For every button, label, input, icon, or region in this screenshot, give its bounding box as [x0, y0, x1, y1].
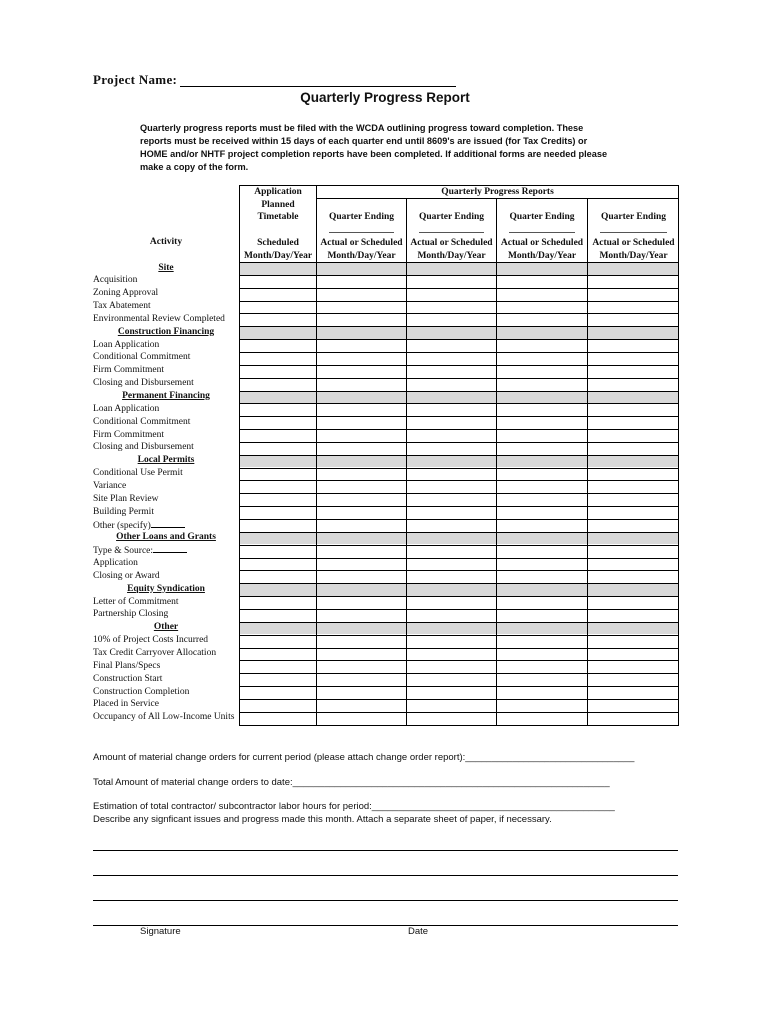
activity-row-label	[93, 557, 239, 570]
qpr-header: Quarterly Progress Reports	[441, 187, 554, 197]
section-heading	[93, 583, 239, 596]
grid-row-line	[239, 455, 679, 456]
activity-row-label	[93, 480, 239, 493]
app-header-line3: Timetable	[257, 212, 299, 222]
quarter-date-blank[interactable]	[509, 232, 575, 233]
activity-column-label: Activity	[149, 237, 183, 247]
activity-row-label	[93, 287, 239, 300]
issues-line-2[interactable]	[93, 875, 678, 876]
activity-row-text: Conditional Commitment	[93, 352, 191, 363]
activity-row-label	[93, 351, 239, 364]
activity-row-label	[93, 506, 239, 519]
activity-row-text: Building Permit	[93, 506, 154, 517]
activity-row-label	[93, 673, 239, 686]
section-shade	[240, 327, 678, 339]
activity-row-text: Zoning Approval	[93, 288, 159, 299]
activity-row-text: Type & Source:	[93, 546, 154, 557]
grid-row-line	[239, 403, 679, 404]
grid-row-line	[239, 429, 679, 430]
app-header-line1: Application	[254, 187, 302, 197]
activity-row-label	[93, 570, 239, 583]
grid-column-line	[406, 198, 407, 726]
section-heading	[93, 621, 239, 634]
activity-row-label	[93, 429, 239, 442]
activity-row-label	[93, 596, 239, 609]
activity-row-text: Other	[153, 622, 179, 633]
grid-row-line	[239, 262, 679, 263]
activity-row-text: Other Loans and Grants	[116, 532, 216, 543]
activity-row-text: Tax Abatement	[93, 301, 151, 312]
grid-row-line	[239, 365, 679, 366]
activity-row-label	[93, 660, 239, 673]
activity-row-label	[93, 608, 239, 621]
activity-row-text: Site	[158, 262, 174, 273]
section-heading	[93, 390, 239, 403]
quarter-subheader	[495, 237, 589, 262]
actual-or-scheduled-label: Actual or Scheduled	[410, 238, 493, 248]
section-shade	[240, 584, 678, 596]
grid-row-line	[239, 635, 679, 636]
activity-row-text: Construction Financing	[117, 326, 215, 337]
activity-row-label	[93, 339, 239, 352]
quarter-date-blank[interactable]	[329, 232, 394, 233]
quarter-subheader	[586, 237, 681, 262]
grid-column-line	[316, 185, 317, 726]
grid-row-line	[239, 673, 679, 674]
activity-row-label	[93, 519, 239, 532]
grid-row-line	[239, 442, 679, 443]
activity-row-text: Other (specify)	[93, 520, 151, 531]
quarter-date-blank[interactable]	[600, 232, 667, 233]
activity-row-text: Variance	[93, 480, 127, 491]
issues-line-1[interactable]	[93, 850, 678, 851]
grid-row-line	[239, 493, 679, 494]
grid-row-line	[239, 326, 679, 327]
grid-row-line	[239, 416, 679, 417]
project-name-label: Project Name:	[93, 72, 178, 87]
month-day-year-label: Month/Day/Year	[327, 250, 396, 261]
activity-row-text: Conditional Use Permit	[93, 468, 183, 479]
activity-row-text: 10% of Project Costs Incurred	[93, 635, 209, 646]
activity-row-text: Closing and Disbursement	[93, 442, 194, 453]
actual-or-scheduled-label: Actual or Scheduled	[500, 238, 584, 248]
grid-row-line	[239, 313, 679, 314]
activity-row-text: Closing or Award	[93, 570, 160, 581]
section-shade	[240, 391, 678, 403]
describe-issues: Describe any signficant issues and progress made this month. Attach a separate sheet of paper, if necessary.	[93, 814, 552, 825]
grid-row-line	[239, 545, 679, 546]
grid-row-line	[239, 712, 679, 713]
grid-row-line	[239, 391, 679, 392]
activity-row-text: Firm Commitment	[93, 365, 164, 376]
material-change-total: Total Amount of material change orders to date:____________________________________________________________	[93, 777, 610, 788]
month-day-year-label: Month/Day/Year	[507, 250, 577, 261]
grid-row-line	[239, 519, 679, 520]
grid-row-line	[239, 275, 679, 276]
activity-row-text: Construction Start	[93, 673, 163, 684]
activity-row-text: Firm Commitment	[93, 429, 164, 440]
section-shade	[240, 263, 678, 275]
grid-row-line	[239, 468, 679, 469]
activity-row-text: Permanent Financing	[122, 391, 210, 401]
activity-row-label	[93, 647, 239, 660]
activity-row-text: Site Plan Review	[93, 493, 159, 504]
page-title-text: Quarterly Progress Report	[300, 90, 470, 105]
activity-row-text: Loan Application	[93, 403, 160, 414]
grid-column-line	[587, 198, 588, 726]
month-day-year-label: Month/Day/Year	[599, 250, 668, 261]
app-subheader-line1: Scheduled	[257, 238, 299, 248]
material-change-current: Amount of material change orders for current period (please attach change order report):________________________________	[93, 752, 635, 763]
issues-line-3[interactable]	[93, 900, 678, 901]
signature-label: Signature	[140, 926, 181, 937]
activity-row-text: Occupancy of All Low-Income Units	[93, 712, 235, 723]
grid-row-line	[239, 725, 679, 726]
project-name-field[interactable]	[180, 86, 456, 87]
quarter-ending-label: Quarter Ending	[418, 212, 484, 222]
activity-row-text: Equity Syndication	[127, 583, 205, 594]
app-subheader-line2: Month/Day/Year	[243, 250, 313, 261]
grid-row-line	[239, 506, 679, 507]
app-subheader	[240, 237, 316, 262]
grid-row-line	[239, 648, 679, 649]
activity-row-label	[93, 441, 239, 454]
app-header-line2: Planned	[261, 199, 295, 210]
instructions-paragraph: Quarterly progress reports must be filed with the WCDA outlining progress toward completion. These reports must be received within 15 days of each quarter end until 8609's are issued (for Tax Credits) or HOME and/or NHTF project completion reports have been completed. If additional forms are needed please make a copy of the form.	[140, 123, 608, 172]
section-heading	[93, 262, 239, 275]
section-shade	[240, 532, 678, 544]
activity-row-text: Acquisition	[93, 275, 138, 286]
activity-row-text: Partnership Closing	[93, 609, 169, 620]
activity-row-label	[93, 544, 239, 557]
activity-row-text: Loan Application	[93, 339, 160, 350]
activity-row-label	[93, 364, 239, 377]
grid-row-line	[239, 596, 679, 597]
activity-row-label	[93, 377, 239, 390]
section-heading	[93, 531, 239, 544]
activity-row-text: Placed in Service	[93, 699, 159, 710]
grid-row-line	[239, 660, 679, 661]
grid-row-line	[239, 699, 679, 700]
grid-row-line	[239, 570, 679, 571]
section-shade	[240, 455, 678, 467]
grid-row-line	[239, 339, 679, 340]
labor-hours: Estimation of total contractor/ subcontractor labor hours for period:______________________________________________	[93, 801, 615, 812]
quarter-subheader	[405, 237, 498, 262]
grid-row-line	[239, 558, 679, 559]
actual-or-scheduled-label: Actual or Scheduled	[320, 238, 403, 248]
activity-row-label	[93, 300, 239, 313]
activity-row-label	[93, 493, 239, 506]
section-shade	[240, 622, 678, 634]
activity-row-label	[93, 634, 239, 647]
section-heading	[93, 454, 239, 467]
grid-row-line	[239, 532, 679, 533]
page-title	[0, 90, 770, 105]
grid-column-line	[496, 198, 497, 726]
activity-row-text: Letter of Commitment	[93, 596, 179, 607]
activity-row-text: Local Permits	[137, 455, 195, 466]
date-label: Date	[408, 926, 429, 937]
activity-row-label	[93, 711, 239, 724]
actual-or-scheduled-label: Actual or Scheduled	[592, 238, 675, 248]
activity-row-label	[93, 686, 239, 699]
grid-row-line	[239, 583, 679, 584]
quarter-ending-label: Quarter Ending	[328, 212, 394, 222]
grid-row-line	[239, 686, 679, 687]
activity-row-label	[93, 403, 239, 416]
grid-row-line	[239, 378, 679, 379]
signature-line[interactable]	[93, 925, 678, 926]
activity-row-label	[93, 313, 239, 326]
activity-row-text: Construction Completion	[93, 686, 190, 697]
month-day-year-label: Month/Day/Year	[417, 250, 486, 261]
activity-row-text: Application	[93, 558, 138, 569]
quarter-ending-label: Quarter Ending	[509, 212, 575, 222]
activity-row-text: Final Plans/Specs	[93, 660, 161, 671]
activity-row-label	[93, 467, 239, 480]
grid-row-line	[239, 609, 679, 610]
activity-row-text: Environmental Review Completed	[93, 313, 225, 324]
grid-row-line	[239, 301, 679, 302]
activity-row-label	[93, 274, 239, 287]
grid-row-line	[239, 622, 679, 623]
section-heading	[93, 326, 239, 339]
grid-row-line	[239, 480, 679, 481]
quarter-ending-label: Quarter Ending	[600, 212, 666, 222]
quarter-subheader	[315, 237, 408, 262]
quarter-date-blank[interactable]	[419, 232, 484, 233]
activity-row-text: Tax Credit Carryover Allocation	[93, 648, 217, 658]
grid-row-line	[239, 288, 679, 289]
activity-row-label	[93, 416, 239, 429]
app-header	[240, 186, 316, 224]
specify-blank[interactable]	[153, 544, 187, 553]
activity-row-label	[93, 698, 239, 711]
specify-blank[interactable]	[151, 519, 185, 528]
activity-row-text: Conditional Commitment	[93, 416, 191, 427]
grid-row-line	[239, 352, 679, 353]
activity-row-text: Closing and Disbursement	[93, 378, 194, 389]
